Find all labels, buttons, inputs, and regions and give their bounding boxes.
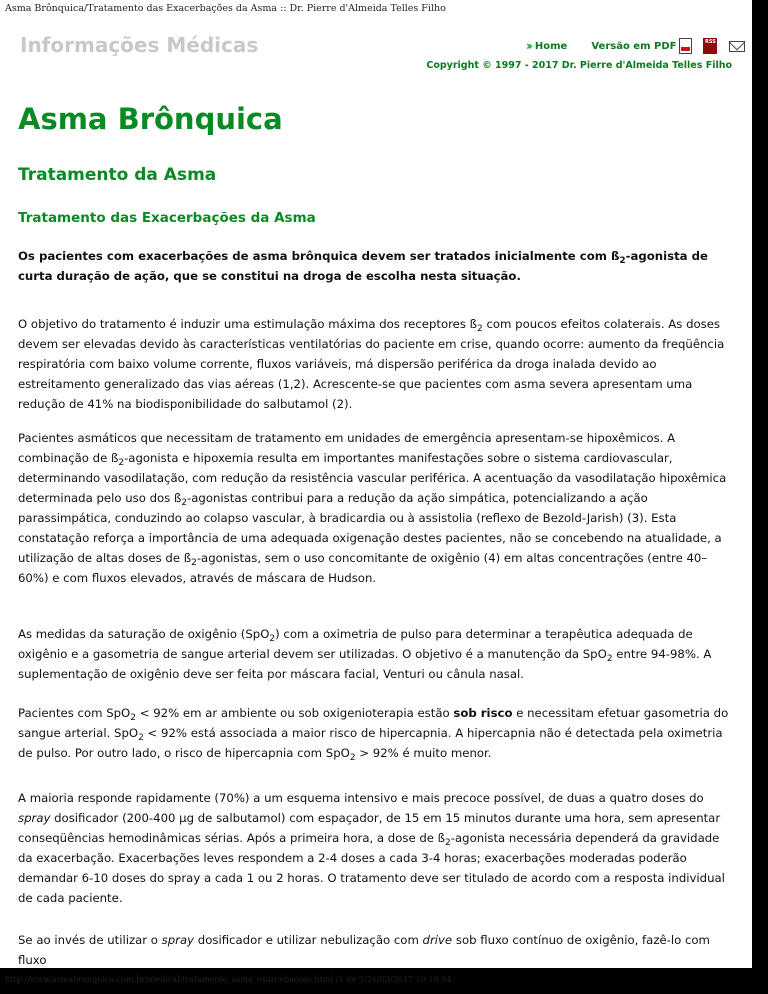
rss-icon[interactable]	[703, 38, 717, 54]
p5-part-a: Pacientes com SpO	[18, 706, 131, 720]
paragraph-6	[18, 788, 734, 908]
section-heading: Tratamento da Asma	[18, 165, 217, 185]
p1-text	[18, 249, 708, 283]
p6-part-c: -agonista necessária dependerá da gravidade da exacerbação. Exacerbações leves respondem a 2-4 doses a cada 3-4 horas; exacerbações moderadas poderão demandar 6-10 doses do spray a cada 1 ou 2 horas. O tratamento deve ser titulado de acordo com a resposta individual de cada paciente.	[18, 831, 725, 905]
chevron-right-icon: ››	[526, 39, 530, 53]
p3-subscript-3: 2	[191, 558, 197, 568]
p5-part-b: < 92% em ar ambiente ou sob oxigenioterapia estão	[135, 706, 454, 720]
right-border	[752, 0, 768, 994]
paragraph-4	[18, 624, 734, 684]
p7-part-c: sob fluxo contínuo de oxigênio, fazê-lo com fluxo	[18, 933, 710, 967]
paragraph-1	[18, 246, 734, 286]
paragraph-2	[18, 314, 734, 414]
p6-italic-spray: spray	[18, 811, 51, 825]
p4-part-c: entre 94-98%. A suplementação de oxigênio deve ser feita por máscara facial, Venturi ou cânula nasal.	[18, 647, 712, 681]
p3-part-d: -agonistas, sem o uso concomitante de oxigênio (4) em altas concentrações (entre 40–60%) e com fluxos elevados, através de máscara de Hudson.	[18, 551, 708, 585]
page-title: Asma Brônquica	[18, 102, 283, 136]
pdf-version-link[interactable]: Versão em PDF	[591, 40, 677, 52]
p4-subscript-1: 2	[269, 634, 276, 644]
p3-part-c: -agonistas contribui para a redução da ação simpática, potencializando a ação parassimpática, conduzindo ao colapso vascular, à bradicardia ou à assistolia (reflexo de Bezold-Jarish) (3). Esta constatação reforça a importância de uma adequada oxigenação destes pacientes, não se concebendo na atualidade, a utilização de altas doses de ß	[18, 491, 722, 565]
pdf-icon[interactable]	[679, 38, 692, 54]
p5-part-d: < 92% está associada a maior risco de hipercapnia. A hipercapnia não é detectada pela oximetria de pulso. Por outro lado, o risco de hipercapnia com SpO	[18, 726, 723, 760]
email-icon[interactable]	[729, 41, 745, 52]
p7-part-b: dosificador e utilizar nebulização com	[194, 933, 423, 947]
p2-subscript: 2	[477, 324, 483, 334]
p1-subscript: 2	[619, 256, 626, 266]
site-title: Informações Médicas	[20, 33, 259, 57]
paragraph-3	[18, 428, 734, 588]
p5-part-c: e necessitam efetuar gasometria do sangue arterial. SpO	[18, 706, 729, 740]
subsection-heading: Tratamento das Exacerbações da Asma	[18, 210, 316, 226]
print-footer-url: http://www.asmabronquica.com.br/medical/tratamento_asma_exarcebacoes.html (1 de 5)26/03/2017 10:18:54	[5, 975, 452, 984]
p3-subscript-1: 2	[118, 458, 125, 468]
home-link[interactable]: Home	[534, 40, 568, 52]
p5-subscript-1: 2	[130, 713, 136, 723]
p1-part-a: Os pacientes com exacerbações de asma brônquica devem ser tratados inicialmente com ß	[18, 249, 620, 263]
p4-subscript-2: 2	[606, 654, 613, 664]
p7-italic-drive: drive	[422, 933, 453, 947]
p3-part-b: -agonista e hipoxemia resulta em importantes manifestações sobre o sistema cardiovascular, determinando vasodilatação, com redução da resistência vascular periférica. A acentuação da vasodilatação hipoxêmica determinada pelo uso dos ß	[18, 451, 727, 505]
p5-part-e: > 92% é muito menor.	[355, 746, 492, 760]
p5-subscript-2: 2	[138, 733, 144, 743]
print-header: Asma Brônquica/Tratamento das Exacerbações da Asma :: Dr. Pierre d'Almeida Telles Filho	[5, 3, 446, 14]
copyright-notice: Copyright © 1997 - 2017 Dr. Pierre d'Almeida Telles Filho	[426, 60, 732, 71]
p1-part-b: -agonista de curta duração de ação, que se constitui na droga de escolha nesta situação.	[18, 249, 708, 283]
rss-icon-label: RSS	[705, 39, 716, 45]
p3-part-a: Pacientes asmáticos que necessitam de tratamento em unidades de emergência apresentam-se hipoxêmicos. A combinação de ß	[18, 431, 676, 465]
p2-part-a: O objetivo do tratamento é induzir uma estimulação máxima dos receptores ß	[18, 317, 478, 331]
p7-part-a: Se ao invés de utilizar o	[18, 933, 162, 947]
p2-part-b: com poucos efeitos colaterais. As doses devem ser elevadas devido às características ventilatórias do paciente em crise, quando ocorre: aumento da freqüência respiratória com baixo volume corrente, fluxos variáveis, má dispersão periférica da droga inalada devido ao estreitamento generalizado das vias aéreas (1,2). Acrescente-se que pacientes com asma severa apresentam uma redução de 41% na biodisponibilidade do salbutamol (2).	[18, 317, 725, 411]
paragraph-7	[18, 930, 734, 968]
p5-subscript-3: 2	[349, 753, 356, 763]
p5-bold-risk: sob risco	[453, 706, 513, 720]
paragraph-5	[18, 703, 734, 763]
p6-subscript: 2	[445, 838, 451, 848]
top-navigation	[526, 36, 745, 56]
p3-subscript-2: 2	[181, 498, 188, 508]
p6-part-a: A maioria responde rapidamente (70%) a um esquema intensivo e mais precoce possível, de duas a quatro doses do	[18, 791, 704, 805]
p7-italic-spray: spray	[161, 933, 195, 947]
p6-part-b: dosificador (200-400 µg de salbutamol) com espaçador, de 15 em 15 minutos durante uma hora, sem apresentar conseqüências hemodinâmicas sérias. Após a primeira hora, a dose de ß	[18, 811, 721, 845]
p4-part-b: ) com a oximetria de pulso para determinar a terapêutica adequada de oxigênio e a gasometria de sangue arterial devem ser utilizadas. O objetivo é a manutenção da SpO	[18, 627, 693, 661]
p4-part-a: As medidas da saturação de oxigênio (SpO	[18, 627, 270, 641]
